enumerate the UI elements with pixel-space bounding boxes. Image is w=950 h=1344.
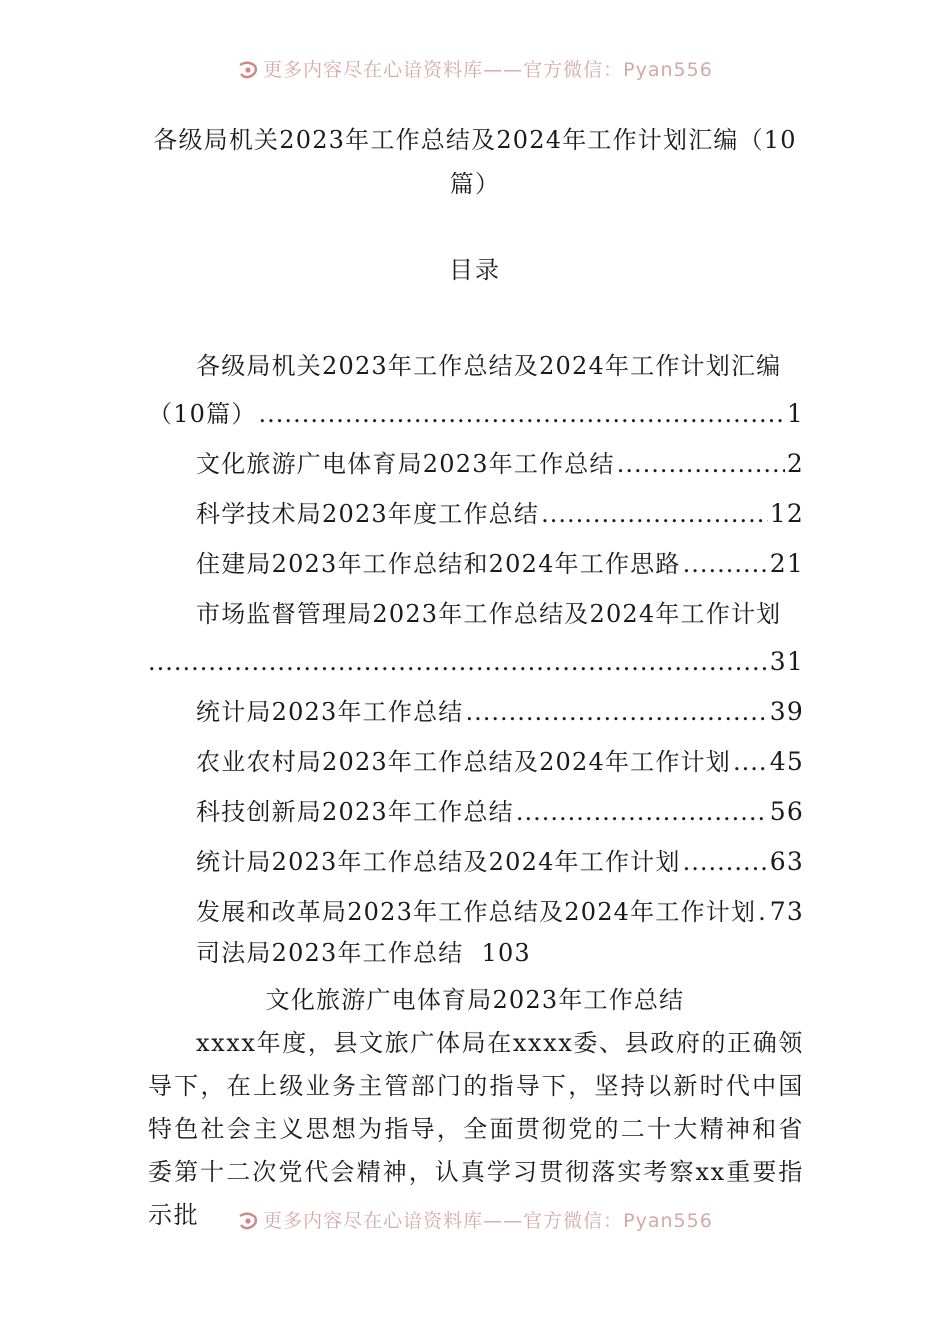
toc-entry-label: （10篇） [148, 400, 257, 428]
toc-entry-label: 科学技术局2023年度工作总结 [196, 500, 540, 528]
body-paragraph: xxxx年度，县文旅广体局在xxxx委、县政府的正确领导下，在上级业务主管部门的指导下，坚持以新时代中国特色社会主义思想为指导，全面贯彻党的二十大精神和省委第十二次党代会精神，认真学习贯彻落实考察xx重要指示批 [148, 1029, 804, 1229]
toc-entry-page: 73 [769, 897, 804, 926]
toc-entry[interactable] [148, 492, 804, 536]
toc-entry-label: 统计局2023年工作总结及2024年工作计划 [196, 848, 681, 876]
toc-entry[interactable] [196, 933, 531, 973]
toc-leader-dots [259, 392, 785, 436]
toc-entry-page: 45 [769, 747, 804, 776]
toc-entry-page: 103 [481, 939, 531, 967]
toc-entry-label: 各级局机关2023年工作总结及2024年工作计划汇编 [196, 352, 782, 380]
watermark-top [0, 58, 950, 82]
toc-entry-page: 2 [786, 449, 804, 478]
toc-entry-label: 发展和改革局2023年工作总结及2024年工作计划 [196, 898, 757, 926]
watermark-text: 更多内容尽在心谙资料库——官方微信：Pyan556 [263, 59, 713, 81]
toc-entry-page: 31 [769, 647, 804, 676]
toc-entry[interactable] [148, 740, 804, 784]
watermark-text: 更多内容尽在心谙资料库——官方微信：Pyan556 [263, 1210, 713, 1232]
toc-heading: 目录 [449, 256, 501, 284]
toc-entry[interactable] [148, 890, 804, 934]
toc-leader-dots [617, 442, 785, 486]
toc-entry-page: 12 [769, 499, 804, 528]
toc-entry[interactable] [148, 542, 804, 586]
brand-logo-icon [237, 1212, 259, 1230]
toc-entry-page: 1 [786, 399, 804, 428]
toc-entry-label: 市场监督管理局2023年工作总结及2024年工作计划 [196, 600, 782, 628]
toc-leader-dots [683, 542, 768, 586]
toc-entry[interactable] [148, 840, 804, 884]
watermark-bottom [0, 1209, 950, 1233]
toc-entry[interactable] [148, 344, 804, 436]
toc-entry[interactable] [148, 442, 804, 486]
toc-entry-label: 文化旅游广电体育局2023年工作总结 [196, 450, 615, 478]
toc-leader-dots [733, 740, 768, 784]
toc-leader-dots [148, 640, 768, 684]
document-title: 各级局机关2023年工作总结及2024年工作计划汇编（10篇） [153, 126, 797, 198]
toc-entry-label: 司法局2023年工作总结 [196, 939, 464, 967]
toc-entry-label: 农业农村局2023年工作总结及2024年工作计划 [196, 748, 731, 776]
toc-entry-label: 住建局2023年工作总结和2024年工作思路 [196, 550, 681, 578]
toc-leader-dots [465, 690, 767, 734]
toc-entry-label: 科技创新局2023年工作总结 [196, 798, 514, 826]
toc-entry[interactable] [148, 690, 804, 734]
toc-entry-page: 63 [769, 847, 804, 876]
toc-leader-dots [541, 492, 768, 536]
toc-entry[interactable] [148, 790, 804, 834]
toc-entry-label: 统计局2023年工作总结 [196, 698, 464, 726]
section-title: 文化旅游广电体育局2023年工作总结 [265, 986, 685, 1014]
toc-leader-dots [758, 890, 768, 934]
brand-logo-icon [237, 61, 259, 79]
toc-entry[interactable] [148, 592, 804, 684]
toc-entry-page: 56 [769, 797, 804, 826]
toc-leader-dots [516, 790, 768, 834]
toc-entry-page: 39 [769, 697, 804, 726]
toc-entry-page: 21 [769, 549, 804, 578]
toc-leader-dots [683, 840, 768, 884]
